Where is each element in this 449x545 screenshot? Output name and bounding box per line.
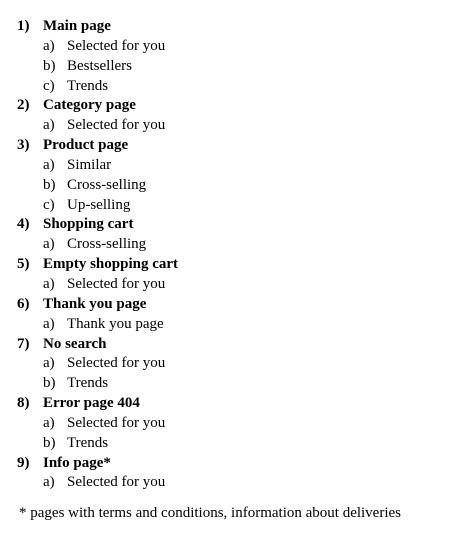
item-text: Similar — [67, 156, 112, 173]
section-number: 1) — [17, 18, 30, 34]
section-empty-shopping-cart — [0, 255, 449, 295]
item-text: Selected for you — [67, 275, 166, 292]
section-category-page — [0, 96, 449, 136]
item-letter: a) — [43, 37, 55, 54]
section-info-page — [0, 454, 449, 494]
item-text: Selected for you — [67, 355, 166, 372]
item-text: Selected for you — [67, 117, 166, 134]
list-item — [0, 156, 449, 176]
section-number: 2) — [17, 97, 30, 114]
item-letter: c) — [43, 196, 55, 213]
section-title: Category page — [43, 97, 136, 114]
section-heading — [0, 215, 449, 235]
item-letter: a) — [43, 355, 55, 372]
item-letter: a) — [43, 275, 55, 292]
item-letter: b) — [43, 176, 56, 193]
page-list — [0, 17, 449, 493]
list-item — [0, 473, 449, 493]
section-number: 9) — [17, 454, 30, 471]
section-title: Product page — [43, 137, 129, 154]
section-title: Empty shopping cart — [43, 256, 179, 273]
item-text: Thank you page — [67, 315, 164, 332]
item-letter: c) — [43, 77, 55, 94]
item-letter: b) — [43, 57, 56, 74]
section-heading — [0, 255, 449, 275]
item-text: Bestsellers — [67, 57, 132, 74]
section-number: 4) — [17, 216, 30, 233]
section-heading — [0, 295, 449, 315]
section-number: 6) — [17, 295, 30, 312]
list-item — [0, 196, 449, 216]
section-title: Shopping cart — [43, 216, 134, 233]
section-no-search — [0, 335, 449, 395]
section-number: 5) — [17, 256, 30, 273]
section-shopping-cart — [0, 215, 449, 255]
list-item — [0, 374, 449, 394]
section-heading — [0, 394, 449, 414]
section-number: 8) — [17, 395, 30, 412]
section-heading — [0, 17, 449, 37]
item-text: Trends — [67, 77, 109, 94]
item-letter: a) — [43, 117, 55, 134]
section-title: Error page 404 — [43, 395, 140, 412]
section-heading — [0, 136, 449, 156]
item-letter: a) — [43, 156, 55, 173]
list-item — [0, 354, 449, 374]
list-item — [0, 235, 449, 255]
section-error-page-404 — [0, 394, 449, 454]
item-text: Selected for you — [67, 474, 166, 491]
section-main-page — [0, 17, 449, 96]
item-text: Selected for you — [67, 414, 166, 431]
list-item — [0, 315, 449, 335]
section-heading — [0, 454, 449, 474]
list-item — [0, 434, 449, 454]
item-text: Cross-selling — [67, 176, 147, 193]
item-text: Up-selling — [67, 196, 131, 213]
footnote: * pages with terms and conditions, information about deliveries — [19, 505, 402, 521]
section-title: Thank you page — [43, 295, 147, 312]
list-item — [0, 414, 449, 434]
section-title: No search — [43, 335, 107, 352]
section-title: Main page — [43, 18, 111, 34]
item-letter: a) — [43, 474, 55, 491]
item-letter: a) — [43, 414, 55, 431]
item-text: Trends — [67, 375, 109, 392]
list-item — [0, 57, 449, 77]
list-item — [0, 77, 449, 97]
list-item — [0, 116, 449, 136]
section-heading — [0, 335, 449, 355]
item-text: Selected for you — [67, 37, 166, 54]
item-letter: a) — [43, 236, 55, 253]
list-item — [0, 275, 449, 295]
item-text: Trends — [67, 434, 109, 451]
list-item — [0, 176, 449, 196]
item-letter: b) — [43, 434, 56, 451]
section-number: 3) — [17, 137, 30, 154]
section-thank-you-page — [0, 295, 449, 335]
list-item — [0, 37, 449, 57]
item-letter: b) — [43, 375, 56, 392]
section-product-page — [0, 136, 449, 215]
section-title: Info page* — [43, 454, 111, 471]
section-number: 7) — [17, 335, 30, 352]
item-letter: a) — [43, 315, 55, 332]
section-heading — [0, 96, 449, 116]
item-text: Cross-selling — [67, 236, 147, 253]
